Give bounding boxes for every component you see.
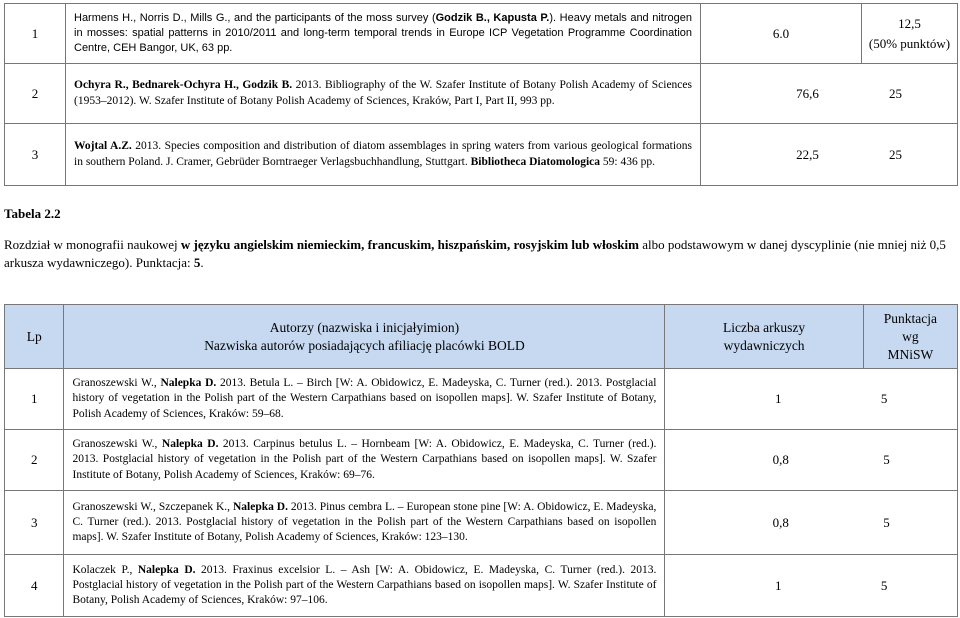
reference-cell xyxy=(64,369,665,430)
sheets-value: 1 xyxy=(775,391,782,406)
bold-text: Godzik B., Kapusta P. xyxy=(435,11,550,24)
text-fragment: Rozdział w monografii naukowej xyxy=(4,237,181,252)
bold-text: Bibliotheca Diatomologica xyxy=(470,155,601,168)
sheets-points-cell xyxy=(701,124,958,186)
points-value: 12,5 xyxy=(898,15,921,31)
bold-text: Nalepka D. xyxy=(232,500,288,513)
table-header-row xyxy=(5,305,958,369)
row-number: 1 xyxy=(5,4,66,64)
points-value: 5 xyxy=(883,452,890,467)
sheets-cell: 6.0 xyxy=(701,4,862,64)
row-number: 3 xyxy=(5,491,64,555)
header-authors-line1: Autorzy (nazwiska i inicjałyimion) xyxy=(269,319,460,335)
sheets-value: 0,8 xyxy=(772,452,789,467)
reference-cell xyxy=(64,555,665,617)
bold-text: Wojtal A.Z. xyxy=(74,140,132,153)
sheets-points-cell xyxy=(701,64,958,124)
reference-cell xyxy=(66,64,701,124)
table-row xyxy=(5,124,958,186)
reference-cell xyxy=(66,124,701,186)
points-note: (50% punktów) xyxy=(868,35,951,51)
text-fragment: 2013. Bibliography of the W. Szafer Institute of Botany Polish Academy of Sciences (1953–2012). W. Szafer Institute of Botany Polish Academy of Sciences, Kraków, Part I, Part II, 993 pp. xyxy=(74,79,692,107)
points-value: 5 xyxy=(883,514,890,530)
bold-text: Ochyra R., Bednarek-Ochyra H., Godzik B. xyxy=(74,79,293,92)
bold-text: w języku angielskim niemieckim, francuskim, hiszpańskim, rosyjskim lub włoskim xyxy=(180,237,639,252)
bold-text: Nalepka D. xyxy=(137,563,196,576)
sheets-points-cell xyxy=(665,430,958,491)
text-fragment: Granoszewski W., xyxy=(72,377,161,390)
sheets-value: 0,8 xyxy=(772,514,789,530)
row-number: 2 xyxy=(5,64,66,124)
text-fragment: ). Heavy metals and nitrogen in mosses: spatial patterns in 2010/2011 and long-term temporal trends in Europe ICP Vegetation Programme Coordination Centre, CEH Bangor, UK, 63 pp. xyxy=(74,11,692,55)
text-fragment: 2013. Species composition and distribution of diatom assemblages in spring waters from various geological formations in southern Poland. J. Cramer, Gebrüder Borntraeger Verlagsbuchhandlung, Stuttgart. xyxy=(74,140,693,168)
header-authors xyxy=(64,305,665,369)
table-row xyxy=(5,555,958,617)
row-number: 4 xyxy=(5,555,64,617)
sheets-value: 76,6 xyxy=(796,85,819,101)
text-fragment: 2013. Pinus cembra L. – European stone pine [W: A. Obidowicz, E. Madeyska, C. Turner (red.). 2013. Postglacial history of vegetation in the Polish part of the Western Carpathians based on isopollen maps]. W. Szafer Institute of Botany, Polish Academy of Sciences, Kraków: 123–130. xyxy=(72,500,657,544)
header-lp: Lp xyxy=(5,305,64,369)
points-value: 5 xyxy=(880,391,888,406)
row-number: 1 xyxy=(5,369,64,430)
header-points: Punktacja wg MNiSW xyxy=(863,305,957,369)
points-value: 5 xyxy=(880,577,888,593)
sheets-value: 22,5 xyxy=(796,146,819,162)
text-fragment: 59: 436 pp. xyxy=(600,155,655,168)
sheets-points-cell xyxy=(665,491,958,555)
text-fragment: . xyxy=(200,254,204,270)
table-row xyxy=(5,4,958,64)
text-fragment: 2013. Carpinus betulus L. – Hornbeam [W: A. Obidowicz, E. Madeyska, C. Turner (red.). 2013. Postglacial history of vegetation in the Polish part of the Western Carpathians based on isopollen maps]. W. Szafer Institute of Botany, Polish Academy of Sciences, Kraków: 69–76. xyxy=(72,438,657,481)
text-fragment: Harmens H., Norris D., Mills G., and the participants of the moss survey ( xyxy=(74,11,436,24)
reference-cell xyxy=(66,4,701,64)
table-row xyxy=(5,491,958,555)
text-fragment: albo podstawowym w danej dyscyplinie (nie mniej niż 0,5 arkusza wydawniczego). Punktacja: xyxy=(4,237,946,270)
text-fragment: 2013. Fraxinus excelsior L. – Ash [W: A. Obidowicz, E. Madeyska, C. Turner (red.). 2013. Postglacial history of vegetation in the Polish part of the Western Carpathians based on isopollen maps]. W. Szafer Institute of Botany, Polish Academy of Sciences, Kraków: 97–106. xyxy=(72,563,657,607)
reference-cell xyxy=(64,430,665,491)
table-row xyxy=(5,369,958,430)
publications-table-bottom xyxy=(4,304,958,617)
sheets-value: 1 xyxy=(775,577,782,593)
header-authors-line2: Nazwiska autorów posiadających afiliację placówki BOLD xyxy=(204,337,525,353)
section-description xyxy=(4,236,954,271)
bold-text: Nalepka D. xyxy=(160,377,217,390)
reference-cell xyxy=(64,491,665,555)
points-value: 25 xyxy=(888,146,902,162)
row-number: 3 xyxy=(5,124,66,186)
header-sheets: Liczba arkuszy wydawniczych xyxy=(665,305,863,369)
table-caption: Tabela 2.2 xyxy=(4,206,61,221)
sheets-points-cell xyxy=(665,369,958,430)
text-fragment: 2013. Betula L. – Birch [W: A. Obidowicz, E. Madeyska, C. Turner (red.). 2013. Postglacial history of vegetation in the Polish part of the Western Carpathians based on isopollen maps]. W. Szafer Institute of Botany, Polish Academy of Sciences, Kraków: 59–68. xyxy=(72,377,657,420)
text-fragment: Granoszewski W., xyxy=(72,438,162,451)
bold-text: Nalepka D. xyxy=(161,438,219,451)
text-fragment: Kolaczek P., xyxy=(72,563,138,576)
publications-table-top xyxy=(4,3,958,186)
row-number: 2 xyxy=(5,430,64,491)
bold-text: 5 xyxy=(193,254,201,270)
sheets-points-cell xyxy=(665,555,958,617)
table-row xyxy=(5,430,958,491)
points-cell xyxy=(862,4,958,64)
text-fragment: Granoszewski W., Szczepanek K., xyxy=(72,500,233,513)
points-value: 25 xyxy=(888,85,902,101)
table-row xyxy=(5,64,958,124)
